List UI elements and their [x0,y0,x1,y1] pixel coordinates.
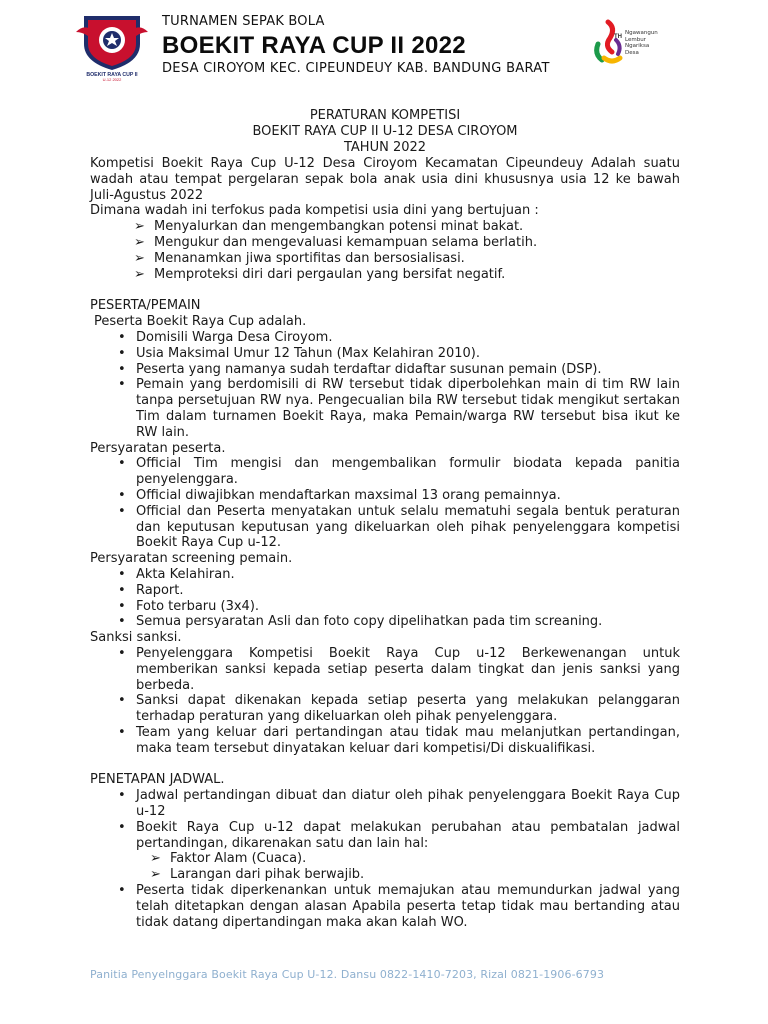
peserta-list [90,330,680,441]
section-heading: Sanksi sanksi. [90,630,182,646]
list-item: • Boekit Raya Cup u-12 dapat melakukan perubahan atau pembatalan jadwal pertandingan, dikarenakan satu dan lain hal: ➢ Faktor Alam (Cuaca). ➢ Larangan dari pihak berwajib. [116,820,680,883]
document-title [90,108,680,156]
section-jadwal [90,772,680,930]
list-item: • Sanksi dapat dikenakan kepada setiap peserta yang melakukan pelanggaran terhadap peraturan yang dikeluarkan oleh pihak penyelenggara. [118,693,680,725]
regulation-document [90,108,680,930]
village-anniversary-logo [592,18,682,74]
list-item: • Jadwal pertandingan dibuat dan diatur oleh pihak penyelenggara Boekit Raya Cup u-12 [118,788,680,820]
arrow-bullet-icon: ➢ [150,851,161,867]
event-title: BOEKIT RAYA CUP II 2022 [162,32,466,59]
title-line-2: BOEKIT RAYA CUP II U-12 DESA CIROYOM [252,124,518,139]
list-item: • Semua persyaratan Asli dan foto copy dipelihatkan pada tim screaning. [118,614,603,630]
anniversary-mark-icon [592,18,626,70]
section-heading: PENETAPAN JADWAL. [90,772,225,788]
logo-left-text: BOEKIT RAYA CUP II [86,72,138,78]
list-item: • Raport. [118,582,184,598]
purpose-list [90,219,680,282]
logo-right-tag: TH [614,34,622,40]
list-item: • Peserta yang namanya sudah terdaftar didaftar susunan pemain (DSP). [118,361,602,377]
list-item: • Official dan Peserta menyatakan untuk selalu mematuhi segala bentuk peraturan dan keputusan keputusan yang dikeluarkan oleh pihak penyelenggara kompetisi Boekit Raya Cup u-12. [118,503,680,551]
list-item: ➢ Memproteksi diri dari pergaulan yang bersifat negatif. [134,266,506,282]
list-item: ➢ Faktor Alam (Cuaca). [150,851,307,867]
jadwal-list [90,788,680,930]
arrow-bullet-icon: ➢ [134,250,145,266]
jadwal-sub-list [110,851,680,883]
list-item: • Foto terbaru (3x4). [118,598,260,614]
section-peserta [90,298,680,756]
list-item: • Official diwajibkan mendaftarkan maxsimal 13 orang pemainnya. [118,487,561,503]
list-item: • Peserta tidak diperkenankan untuk memajukan atau memundurkan jadwal yang telah ditetapkan dengan alasan Apabila peserta tetap tidak mau bertanding atau tidak datang dipertandingan maka akan kalah WO. [118,883,680,930]
list-item: • Usia Maksimal Umur 12 Tahun (Max Kelahiran 2010). [118,345,480,361]
footer-contact: Panitia Penyelnggara Boekit Raya Cup U-12. Dansu 0822-1410-7203, Rizal 0821-1906-6793 [90,968,605,981]
list-item: ➢ Menyalurkan dan mengembangkan potensi minat bakat. [134,219,524,235]
title-line-3: TAHUN 2022 [343,140,427,155]
list-item: • Pemain yang berdomisili di RW tersebut tidak diperbolehkan main di tim RW lain tanpa persetujuan RW nya. Pengecualian bila RW tersebut tidak mengikut sertakan Tim dalam turnamen Boekit Raya, maka Pemain/warga RW tersebut bisa ikut ke RW lain. [118,377,680,440]
arrow-bullet-icon: ➢ [134,266,145,282]
list-item: • Domisili Warga Desa Ciroyom. [118,329,333,345]
event-location: DESA CIROYOM KEC. CIPEUNDEUY KAB. BANDUNG BARAT [162,61,550,76]
list-item: • Team yang keluar dari pertandingan atau tidak mau melanjutkan pertandingan, maka team tersebut dinyatakan keluar dari kompetisi/Di diskualifikasi. [118,724,680,756]
title-line-1: PERATURAN KOMPETISI [309,108,461,123]
section-heading: Persyaratan peserta. [90,440,226,456]
list-item: ➢ Menanamkan jiwa sportifitas dan bersosialisasi. [134,250,465,266]
section-lead: Peserta Boekit Raya Cup adalah. [94,314,307,330]
persyaratan-list [90,456,680,551]
arrow-bullet-icon: ➢ [134,219,145,235]
purpose-lead: Dimana wadah ini terfokus pada kompetisi usia dini yang bertujuan : [90,203,539,219]
section-heading: Persyaratan screening pemain. [90,551,293,567]
intro-paragraph: Kompetisi Boekit Raya Cup U-12 Desa Ciroyom Kecamatan Cipeundeuy Adalah suatu wadah atau tempat pergelaran sepak bola anak usia dini khususnya usia 12 ke bawah Juli-Agustus 2022 [90,156,680,203]
logo-left-sub: U-12 2022 [102,77,122,82]
letterhead [0,0,768,90]
arrow-bullet-icon: ➢ [150,867,161,883]
logo-right-lines: Ngawangun Lembur Ngariksa Desa [625,30,658,56]
tournament-logo [74,10,150,82]
list-item: ➢ Larangan dari pihak berwajib. [150,867,365,883]
list-item: ➢ Mengukur dan mengevaluasi kemampuan selama berlatih. [134,234,538,250]
list-item: • Akta Kelahiran. [118,566,235,582]
event-type: TURNAMEN SEPAK BOLA [162,14,325,29]
sanksi-list [90,646,680,757]
arrow-bullet-icon: ➢ [134,234,145,250]
list-item: • Penyelenggara Kompetisi Boekit Raya Cup u-12 Berkewenangan untuk memberikan sanksi kepada setiap peserta dalam tingkat dan jenis sanksi yang berbeda. [118,645,680,693]
section-heading: PESERTA/PEMAIN [90,298,201,314]
list-item: • Official Tim mengisi dan mengembalikan formulir biodata kepada panitia penyelenggara. [118,456,680,488]
screening-list [90,567,680,630]
letterhead-text [162,14,550,77]
